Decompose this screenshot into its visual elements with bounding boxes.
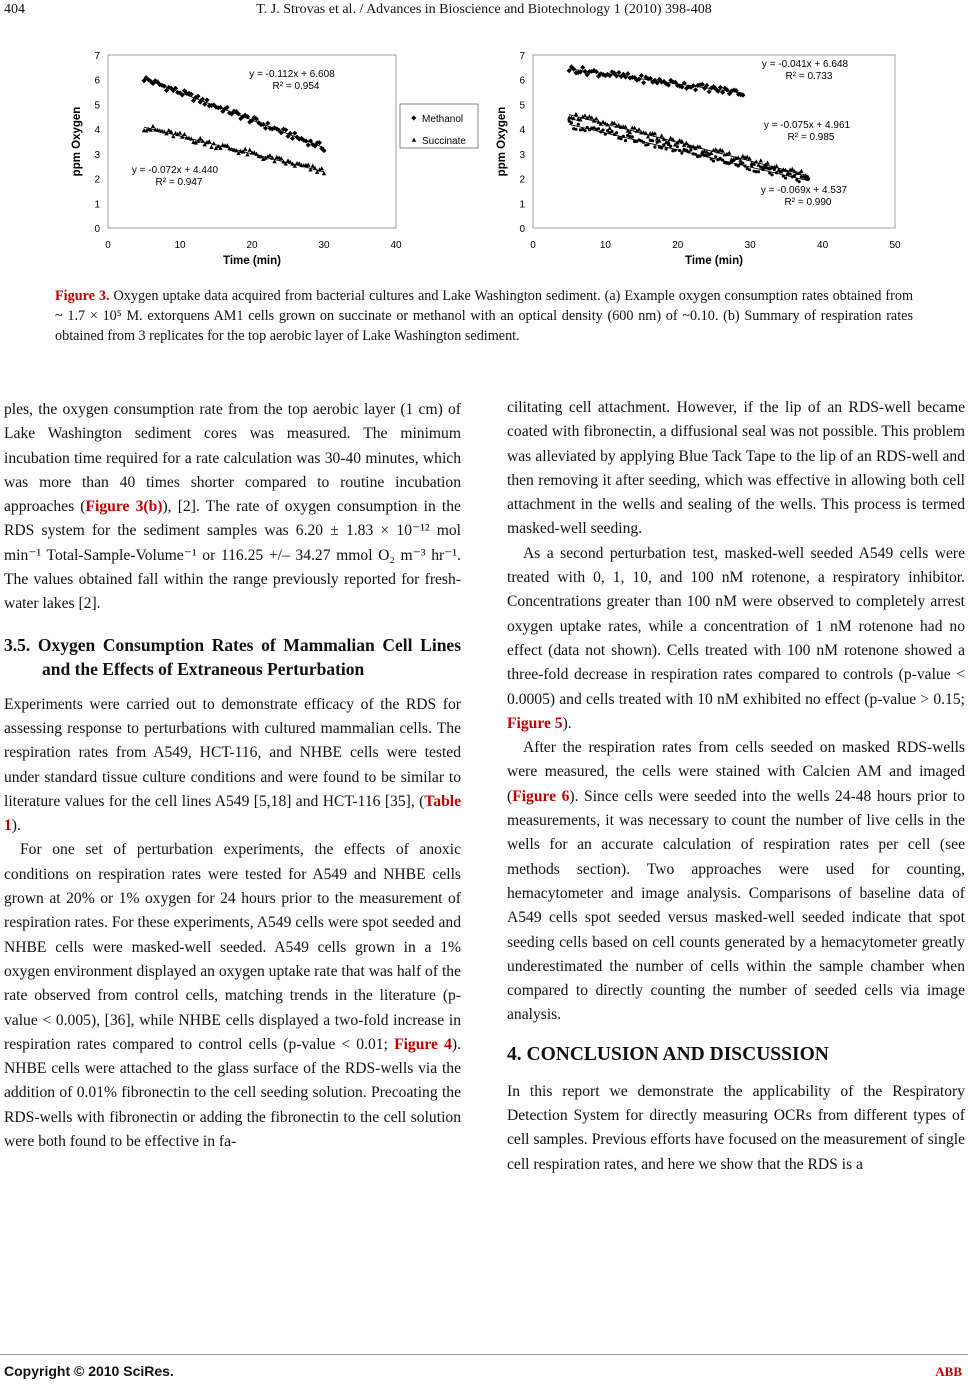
data-point xyxy=(718,85,723,90)
data-point xyxy=(732,159,735,162)
trend-r2: R² = 0.733 xyxy=(785,71,833,82)
data-point xyxy=(292,131,297,136)
data-point xyxy=(637,127,641,131)
data-point xyxy=(182,132,186,136)
x-tick-label: 0 xyxy=(530,240,536,251)
x-tick-label: 0 xyxy=(105,240,111,251)
data-point xyxy=(714,155,717,158)
data-point xyxy=(759,158,763,162)
y-tick-label: 0 xyxy=(519,224,525,235)
data-point xyxy=(311,164,315,168)
data-point xyxy=(268,153,272,157)
data-point xyxy=(577,123,580,126)
data-point xyxy=(741,162,744,165)
data-point xyxy=(798,180,801,183)
figure-caption-text: Oxygen uptake data acquired from bacterial cultures and Lake Washington sediment. (a) Example oxygen consumption rates obtained from ~ 1.7 × 10⁵ M. extorquens AM1 cells grown on succinate or methanol with an optical density (600 nm) of ~0.10. (b) Summary of respiration rates obtained from 3 replicates for the top aerobic layer of Lake Washington sediment. xyxy=(55,288,914,344)
y-axis-label: ppm Oxygen xyxy=(496,106,508,177)
x-tick-label: 30 xyxy=(318,240,330,251)
data-point xyxy=(790,167,794,171)
y-tick-label: 7 xyxy=(94,51,100,62)
trend-equation: y = -0.041x + 6.648 xyxy=(761,59,849,70)
y-tick-label: 4 xyxy=(519,125,525,137)
data-point xyxy=(712,159,715,162)
data-point xyxy=(583,129,586,132)
y-tick-label: 3 xyxy=(94,149,100,161)
data-point xyxy=(707,153,710,156)
x-tick-label: 10 xyxy=(599,240,611,251)
y-tick-label: 1 xyxy=(519,199,525,211)
x-tick-label: 30 xyxy=(744,240,756,251)
x-tick-label: 20 xyxy=(672,240,684,251)
data-point xyxy=(198,136,202,140)
data-point xyxy=(788,172,791,175)
series-methanol xyxy=(141,69,335,153)
y-tick-label: 1 xyxy=(94,199,100,211)
data-point xyxy=(619,137,622,140)
right-column xyxy=(507,396,965,1177)
data-point xyxy=(759,165,762,168)
chart-b-svg xyxy=(485,40,915,270)
data-point xyxy=(662,143,665,146)
data-point xyxy=(653,145,656,148)
data-point xyxy=(320,166,324,170)
footer-rule xyxy=(0,1354,968,1355)
table-ref-link[interactable]: Table 1 xyxy=(4,792,461,835)
trend-equation: y = -0.072x + 4.440 xyxy=(131,165,219,176)
data-point xyxy=(631,135,634,138)
data-point xyxy=(615,131,618,134)
data-point xyxy=(793,174,796,177)
trend-line xyxy=(569,69,743,93)
data-point xyxy=(570,121,573,124)
x-tick-label: 50 xyxy=(889,240,901,251)
plot-area xyxy=(533,55,895,228)
trend-r2: R² = 0.990 xyxy=(784,197,832,208)
y-tick-label: 6 xyxy=(94,75,100,87)
data-point xyxy=(656,141,659,144)
y-axis-label: ppm Oxygen xyxy=(71,106,83,177)
data-point xyxy=(680,152,683,155)
y-tick-label: 7 xyxy=(519,51,525,62)
data-point xyxy=(669,144,672,147)
data-point xyxy=(693,87,698,92)
chart-a xyxy=(60,40,490,270)
data-point xyxy=(597,127,600,130)
trend-r2: R² = 0.954 xyxy=(272,81,320,92)
figure-ref-link[interactable]: Figure 4 xyxy=(394,1035,452,1053)
page-number: 404 xyxy=(4,2,25,17)
trend-equation: y = -0.075x + 4.961 xyxy=(763,120,851,131)
data-point xyxy=(757,170,760,173)
data-point xyxy=(784,176,787,179)
y-tick-label: 3 xyxy=(519,149,525,161)
x-tick-label: 40 xyxy=(817,240,829,251)
data-point xyxy=(610,130,613,133)
trend-equation: y = -0.069x + 4.537 xyxy=(760,185,848,196)
copyright: Copyright © 2010 SciRes. xyxy=(4,1363,174,1379)
data-point xyxy=(574,128,577,131)
trend-r2: R² = 0.947 xyxy=(155,177,203,188)
left-column xyxy=(4,398,461,1154)
series-replicate-1 xyxy=(567,59,849,98)
data-point xyxy=(151,124,155,128)
journal-abbr: ABB xyxy=(935,1364,962,1379)
data-point xyxy=(178,130,182,134)
series-succinate xyxy=(132,124,326,188)
data-point xyxy=(243,147,247,151)
figure-ref-link[interactable]: Figure 6 xyxy=(512,787,570,805)
running-title: T. J. Strovas et al. / Advances in Bioscience and Biotechnology 1 (2010) 398-408 xyxy=(256,2,712,17)
trend-equation: y = -0.112x + 6.608 xyxy=(249,69,335,80)
y-tick-label: 0 xyxy=(94,224,100,235)
paragraph: As a second perturbation test, masked-well seeded A549 cells were treated with 0, 1, 10, and 100 nM rotenone, a respiratory inhibitor. Concentrations greater than 100 nM were observed to completely arrest oxygen uptake rates, while a concentration of 1 nM rotenone had no effect (data not shown). Cells treated with 100 nM rotenone showed a three-fold decrease in respiration rates compared to controls (p-value < 0.0005) and cells treated with 10 nM exhibited no effect (p-value > 0.15; Figure 5). xyxy=(507,544,965,732)
data-point xyxy=(594,116,598,120)
data-point xyxy=(766,167,769,170)
data-point xyxy=(583,113,587,117)
data-point xyxy=(727,151,731,155)
section-heading: 3.5. Oxygen Consumption Rates of Mammalian Cell Lines and the Effects of Extraneous Perturbation xyxy=(4,634,461,679)
data-point xyxy=(779,170,782,173)
figure-ref-link[interactable]: Figure 5 xyxy=(507,714,563,732)
data-point xyxy=(306,143,311,148)
data-point xyxy=(765,161,769,165)
x-axis-label: Time (min) xyxy=(223,255,281,267)
paragraph: For one set of perturbation experiments, the effects of anoxic conditions on respiration rates were tested for A549 and NHBE cells grown at 20% or 1% oxygen for 24 hours prior to the measurement of respiration rates. For these experiments, A549 cells were spot seeded and NHBE cells were masked-well seeded. A549 cells grown in a 1% oxygen environment displayed an oxygen uptake rate that was half of the rate observed from control cells, matching trends in the literature (p-value < 0.005), [36], while NHBE cells displayed a two-fold increase in respiration rates compared to control cells (p-value < 0.01; Figure 4). NHBE cells were attached to the glass surface of the RDS-wells via the addition of 0.01% fibronectin to the cell seeding solution. Precoating the RDS-wells with fibronectin or adding the fibronectin to the cell solution were both found to be effective in fa- xyxy=(4,841,461,1151)
data-point xyxy=(641,80,646,85)
y-tick-label: 5 xyxy=(519,100,525,112)
paragraph: cilitating cell attachment. However, if the lip of an RDS-well became coated with fibronectin, a diffusional seal was not possible. This problem was alleviated by applying Blue Tack Tape to the lip of an RDS-well and then removing it after seeding, which was effective in allowing both cell attachment in the wells and sealing of the wells. This process is termed masked-well seeding. xyxy=(507,399,965,538)
trend-r2: R² = 0.985 xyxy=(787,132,835,143)
data-point xyxy=(773,168,776,171)
data-point xyxy=(209,145,213,149)
paragraph: In this report we demonstrate the applicability of the Respiratory Detection System for directly measuring OCRs from different types of cell samples. Previous efforts have focused on the measurement of single cell respiration rates, and here we show that the RDS is a xyxy=(507,1082,965,1173)
legend-label: Succinate xyxy=(422,136,466,147)
paragraph: After the respiration rates from cells seeded on masked RDS-wells were measured, the cells were stained with Calcien AM and imaged (Figure 6). Since cells were seeded into the wells 24-48 hours prior to measurements, it was necessary to count the number of live cells in the wells for an accurate calculation of respiration rates per cell (see methods section). Two approaches were used for counting, hemacytometer and image analysis. Comparisons of baseline data of A549 cells spot seeded versus masked-well seeded indicate that spot seeding cells based on cell counts generated by a hemacytometer greatly underestimated the number of cells within the sample chamber when compared to directly counting the number of seeded cells via image analysis. xyxy=(507,739,965,1024)
x-axis-label: Time (min) xyxy=(685,255,743,267)
chart-b xyxy=(485,40,915,270)
x-tick-label: 10 xyxy=(174,240,186,251)
y-tick-label: 4 xyxy=(94,125,100,137)
x-tick-label: 20 xyxy=(246,240,258,251)
series-replicate-2 xyxy=(567,112,851,179)
y-tick-label: 2 xyxy=(94,174,100,186)
trend-line xyxy=(569,124,808,180)
data-point xyxy=(770,173,773,176)
legend-label: Methanol xyxy=(422,114,464,125)
y-tick-label: 6 xyxy=(519,75,525,87)
data-point xyxy=(580,65,585,70)
y-tick-label: 5 xyxy=(94,100,100,112)
data-point xyxy=(676,145,679,148)
data-point xyxy=(799,169,803,173)
data-point xyxy=(748,168,751,171)
paragraph: Experiments were carried out to demonstrate efficacy of the RDS for assessing response to perturbations with cultured mammalian cells. The respiration rates from A549, HCT-116, and NHBE cells were tested under standard tissue culture conditions and were found to be similar to literature values for the cell lines A549 [5,18] and HCT-116 [35], (Table 1). xyxy=(4,695,461,835)
data-point xyxy=(624,139,627,142)
figure-ref-link[interactable]: Figure 3(b) xyxy=(85,498,163,516)
figure-caption xyxy=(55,286,913,346)
data-point xyxy=(659,133,663,137)
data-point xyxy=(651,139,654,142)
data-point xyxy=(601,128,604,131)
section-heading: 4. CONCLUSION AND DISCUSSION xyxy=(507,1043,829,1065)
y-tick-label: 2 xyxy=(519,174,525,186)
data-point xyxy=(248,148,252,152)
x-tick-label: 40 xyxy=(390,240,402,251)
figure-caption-label: Figure 3. xyxy=(55,288,110,304)
chart-a-svg xyxy=(60,40,490,270)
data-point xyxy=(689,148,692,151)
paragraph: ples, the oxygen consumption rate from the top aerobic layer (1 cm) of Lake Washington sediment cores was measured. The minimum incubation time required for a rate calculation was 30-40 minutes, which was more than 40 times shorter compared to routine incubation approaches (Figure 3(b)), [2]. The rate of oxygen consumption in the RDS system for the sediment samples was 6.20 ± 1.83 × 10⁻¹² mol min⁻¹ Total-Sample-Volume⁻¹ or 116.25 +/– 34.27 mmol O₂ m⁻³ hr⁻¹. The values obtained fall within the range previously reported for fresh-water lakes [2]. xyxy=(4,401,461,613)
data-point xyxy=(574,112,578,116)
